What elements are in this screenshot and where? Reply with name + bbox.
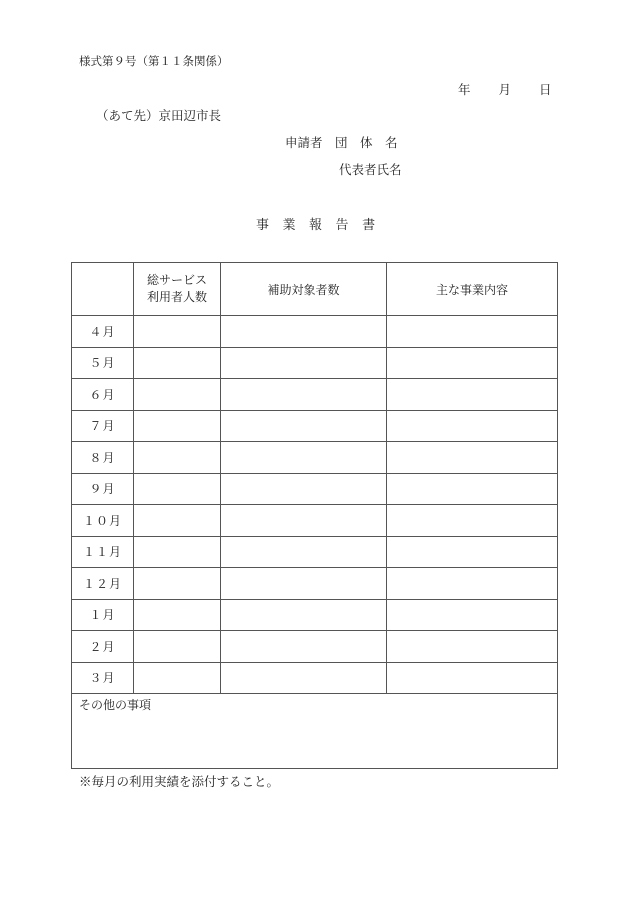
month-cell: １月 <box>72 599 134 631</box>
month-cell: ６月 <box>72 379 134 411</box>
subsidized-cell[interactable] <box>221 316 387 348</box>
subsidized-cell[interactable] <box>221 505 387 537</box>
footnote: ※毎月の利用実績を添付すること。 <box>79 774 280 789</box>
table-header-row <box>72 263 558 316</box>
date-month-label: 月 <box>498 82 512 97</box>
total-users-cell[interactable] <box>134 599 221 631</box>
month-cell: ２月 <box>72 631 134 663</box>
activities-cell[interactable] <box>387 410 558 442</box>
activities-cell[interactable] <box>387 473 558 505</box>
month-cell: ９月 <box>72 473 134 505</box>
other-matters-cell[interactable] <box>72 694 558 769</box>
activities-cell[interactable] <box>387 379 558 411</box>
total-users-cell[interactable] <box>134 536 221 568</box>
month-cell: ８月 <box>72 442 134 474</box>
activities-cell[interactable] <box>387 316 558 348</box>
applicant-org-label: 申請者 団 体 名 <box>285 135 398 150</box>
subsidized-cell[interactable] <box>221 379 387 411</box>
subsidized-cell[interactable] <box>221 347 387 379</box>
activities-cell[interactable] <box>387 536 558 568</box>
date-year-label: 年 <box>458 82 471 97</box>
month-cell: １０月 <box>72 505 134 537</box>
total-users-cell[interactable] <box>134 631 221 663</box>
month-cell: １１月 <box>72 536 134 568</box>
activities-cell[interactable] <box>387 568 558 600</box>
total-users-cell[interactable] <box>134 316 221 348</box>
table-row <box>72 599 558 631</box>
header-activities: 主な事業内容 <box>387 263 558 316</box>
title-char: 業 <box>282 218 296 233</box>
table-row <box>72 316 558 348</box>
subsidized-cell[interactable] <box>221 662 387 694</box>
activities-cell[interactable] <box>387 442 558 474</box>
other-matters-label: その他の事項 <box>79 698 152 712</box>
total-users-cell[interactable] <box>134 662 221 694</box>
activities-cell[interactable] <box>387 347 558 379</box>
header-total-users: 総サービス 利用者人数 <box>134 263 221 316</box>
title-char: 告 <box>335 218 349 233</box>
title-char: 報 <box>309 218 323 233</box>
activities-cell[interactable] <box>387 631 558 663</box>
month-cell: ５月 <box>72 347 134 379</box>
total-users-cell[interactable] <box>134 442 221 474</box>
table-row <box>72 473 558 505</box>
table-row <box>72 631 558 663</box>
activities-cell[interactable] <box>387 599 558 631</box>
subsidized-cell[interactable] <box>221 631 387 663</box>
header-subsidized: 補助対象者数 <box>221 263 387 316</box>
document-title <box>256 214 389 233</box>
subsidized-cell[interactable] <box>221 568 387 600</box>
subsidized-cell[interactable] <box>221 410 387 442</box>
table-row <box>72 505 558 537</box>
report-table <box>71 262 558 769</box>
date-day-label: 日 <box>539 82 552 97</box>
month-cell: １２月 <box>72 568 134 600</box>
activities-cell[interactable] <box>387 505 558 537</box>
total-users-cell[interactable] <box>134 410 221 442</box>
month-cell: ７月 <box>72 410 134 442</box>
addressee: （あて先）京田辺市長 <box>96 108 222 123</box>
subsidized-cell[interactable] <box>221 599 387 631</box>
date-line <box>458 80 552 98</box>
total-users-cell[interactable] <box>134 568 221 600</box>
table-row <box>72 536 558 568</box>
table-row <box>72 347 558 379</box>
subsidized-cell[interactable] <box>221 473 387 505</box>
total-users-cell[interactable] <box>134 505 221 537</box>
table-row <box>72 379 558 411</box>
activities-cell[interactable] <box>387 662 558 694</box>
table-row <box>72 410 558 442</box>
title-char: 書 <box>362 218 376 233</box>
applicant-rep-label: 代表者氏名 <box>339 162 402 177</box>
month-cell: ３月 <box>72 662 134 694</box>
title-char: 事 <box>256 218 270 233</box>
subsidized-cell[interactable] <box>221 442 387 474</box>
subsidized-cell[interactable] <box>221 536 387 568</box>
table-row <box>72 662 558 694</box>
total-users-cell[interactable] <box>134 473 221 505</box>
table-row <box>72 568 558 600</box>
table-row <box>72 442 558 474</box>
month-cell: ４月 <box>72 316 134 348</box>
header-month <box>72 263 134 316</box>
form-number: 様式第９号（第１１条関係） <box>79 54 229 68</box>
total-users-cell[interactable] <box>134 347 221 379</box>
total-users-cell[interactable] <box>134 379 221 411</box>
other-matters-row <box>72 694 558 769</box>
